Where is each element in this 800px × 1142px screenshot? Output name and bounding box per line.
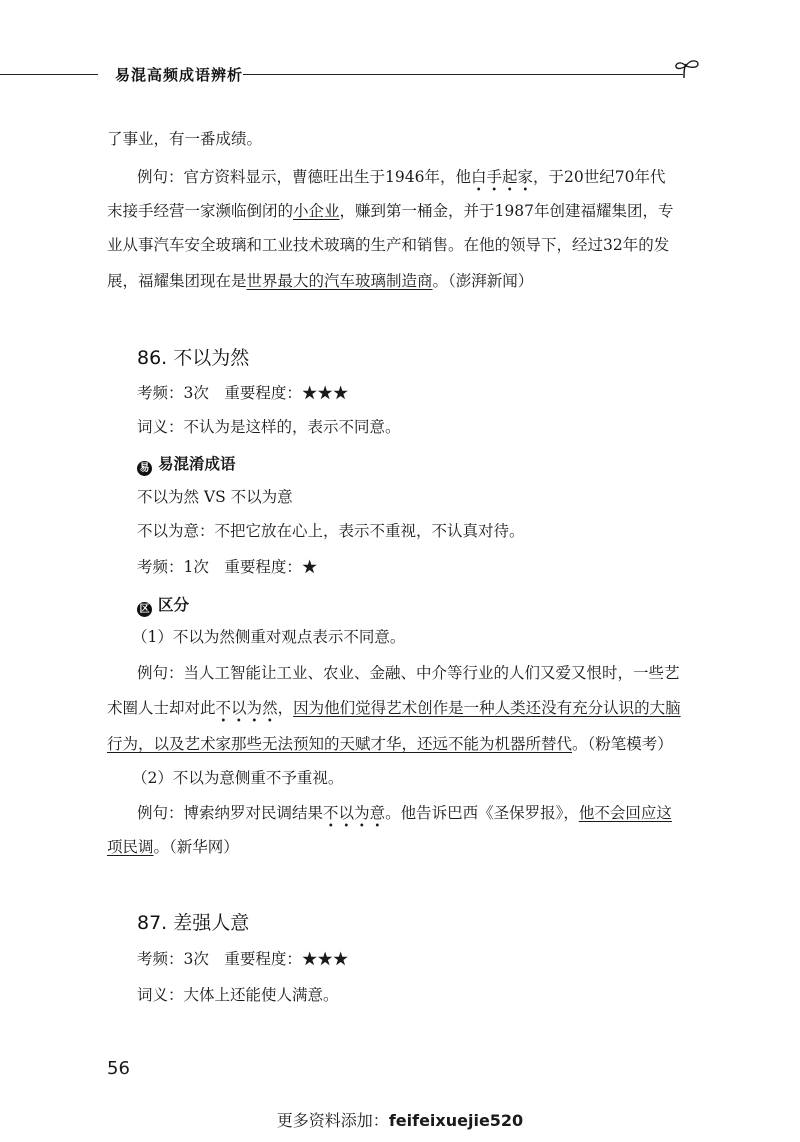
header-rule-left <box>0 74 98 75</box>
entry-86-meaning: 词义：不认为是这样的，表示不同意。 <box>137 418 401 436</box>
emphasis-char: 以 <box>338 804 355 822</box>
example-1-line-1: 例句：当人工智能让工业、农业、金融、中介等行业的人们又爱又恨时，一些艺 <box>137 664 680 682</box>
underlined-phrase: 他不会回应这 <box>578 804 672 822</box>
confusable-icon: 易 <box>137 461 152 476</box>
intro-example-line-4: 展，福耀集团现在是世界最大的汽车玻璃制造商。（澎湃新闻） <box>107 272 534 290</box>
other-idiom-meaning: 不以为意：不把它放在心上，表示不重视，不认真对待。 <box>137 522 525 540</box>
header-rule-right <box>243 74 683 75</box>
emphasis-char: 手 <box>486 168 502 186</box>
footer-note: 更多资料添加：feifeixuejie520 <box>276 1111 524 1130</box>
intro-example-line-3: 业从事汽车安全玻璃和工业技术玻璃的生产和销售。在他的领导下，经过32年的发 <box>107 236 670 254</box>
compare-line: 不以为然 VS 不以为意 <box>137 488 293 506</box>
difference-icon: 区 <box>137 602 152 617</box>
footer-contact: feifeixuejie520 <box>388 1111 524 1130</box>
entry-87-meaning: 词义：大体上还能使人满意。 <box>137 986 339 1004</box>
page-number: 56 <box>107 1058 130 1079</box>
emphasis-char: 不 <box>323 804 339 822</box>
intro-line: 了事业，有一番成绩。 <box>107 130 263 148</box>
header-title: 易混高频成语辨析 <box>115 66 244 84</box>
intro-example-line-1: 例句：官方资料显示，曹德旺出生于1946年，他白手起家，于20世纪70年代 <box>137 168 666 186</box>
example-2-line-1: 例句：博索纳罗对民调结果不以为意。他告诉巴西《圣保罗报》，他不会回应这 <box>137 804 672 822</box>
emphasis-char: 以 <box>231 699 247 717</box>
entry-87-heading: 87. 差强人意 <box>137 912 250 934</box>
entry-86-frequency: 考频：3次 重要程度：★★★ <box>137 384 349 402</box>
example-1-line-2: 术圈人士却对此不以为然，因为他们觉得艺术创作是一种人类还没有充分认识的大脑 <box>107 699 681 717</box>
emphasis-char: 为 <box>246 699 263 717</box>
example-2-line-2: 项民调。（新华网） <box>107 838 239 856</box>
underlined-phrase: 因为他们觉得艺术创作是一种人类还没有充分认识的大脑 <box>293 699 681 717</box>
underlined-phrase: 世界最大的汽车玻璃制造商 <box>246 272 433 290</box>
underlined-phrase: 项民调 <box>107 838 154 856</box>
confusable-section-title: 易 易混淆成语 <box>137 452 236 476</box>
intro-example-line-2: 末接手经营一家濒临倒闭的小企业，赚到第一桶金，并于1987年创建福耀集团，专 <box>107 202 674 220</box>
emphasis-char: 不 <box>215 699 232 717</box>
other-idiom-frequency: 考频：1次 重要程度：★ <box>137 558 318 576</box>
entry-87-frequency: 考频：3次 重要程度：★★★ <box>137 950 349 968</box>
difference-point-1: （1）不以为然侧重对观点表示不同意。 <box>132 628 406 646</box>
emphasis-char: 家 <box>517 168 534 186</box>
difference-point-2: （2）不以为意侧重不予重视。 <box>132 769 344 787</box>
underlined-phrase: 小企业 <box>293 202 340 220</box>
entry-86-heading: 86. 不以为然 <box>137 347 250 369</box>
emphasis-char: 然 <box>262 699 278 717</box>
difference-section-title: 区 区分 <box>137 593 189 617</box>
emphasis-char: 为 <box>354 804 370 822</box>
sprout-icon <box>672 58 702 80</box>
emphasis-char: 起 <box>502 168 518 186</box>
running-header <box>0 58 800 92</box>
emphasis-char: 意 <box>369 804 386 822</box>
emphasis-char: 白 <box>470 168 487 186</box>
example-1-line-3: 行为，以及艺术家那些无法预知的天赋才华，还远不能为机器所替代。（粉笔模考） <box>107 735 673 753</box>
underlined-phrase: 行为，以及艺术家那些无法预知的天赋才华，还远不能为机器所替代 <box>107 735 573 753</box>
